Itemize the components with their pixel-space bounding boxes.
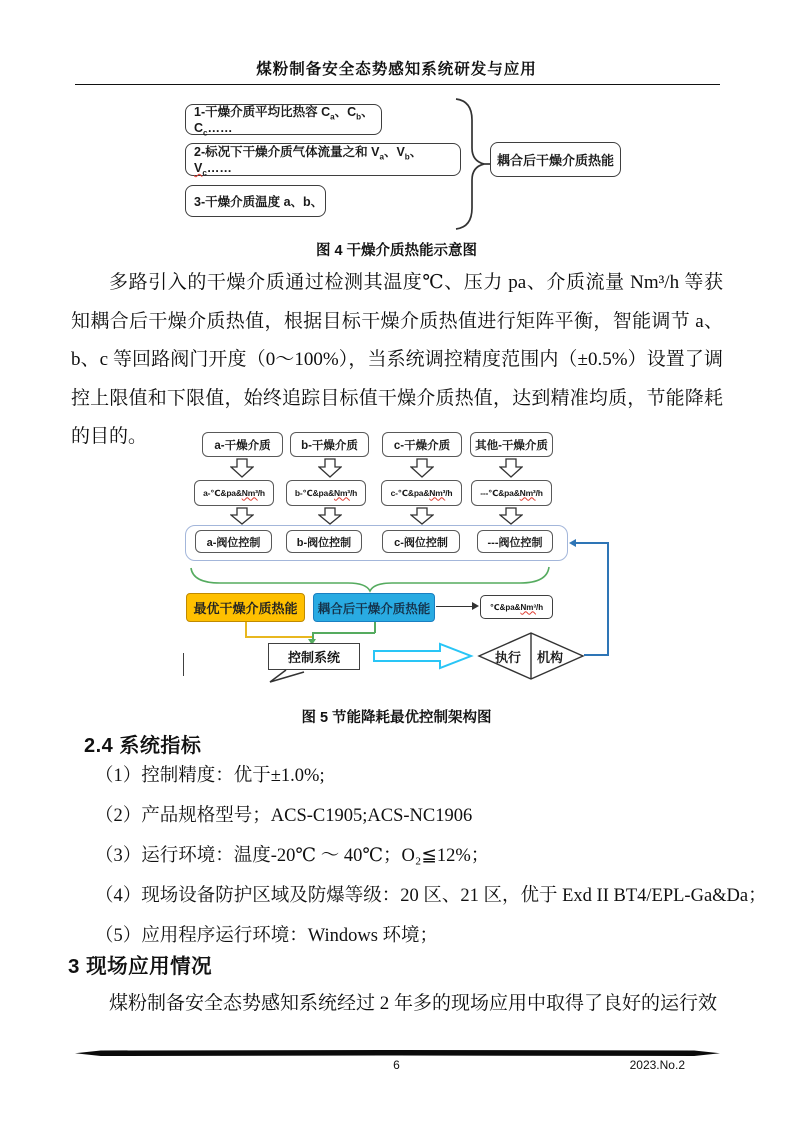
figure4-diagram: [0, 95, 793, 235]
feedback-line: [575, 542, 609, 544]
feedback-line: [607, 542, 609, 656]
footer-issue-label: 2023.No.2: [629, 1058, 685, 1072]
stray-line: [183, 653, 184, 676]
figure5-caption: 图 5 节能降耗最优控制架构图: [301, 710, 492, 726]
figure5-diagram: [0, 425, 793, 707]
connector-line: [436, 606, 474, 607]
down-arrow-icon: [410, 507, 434, 525]
body-paragraph-1: 多路引入的干燥介质通过检测其温度℃、压力 pa、介质流量 Nm³/h 等获知耦合后干燥介质热值，根据目标干燥介质热值进行矩阵平衡，智能调节 a、b、c 等回路阀门开度（0～100%），当系统调控精度范围内（±0.5%）设置了调控上限值和下限值，始终追踪目标值干燥介质热值，达到精准均质，节能降耗的目的。: [71, 272, 723, 448]
spec-item-5: （5）应用程序运行环境：Windows 环境；: [95, 926, 439, 946]
figure4-box-coupled-heat: [490, 142, 621, 177]
figure4-result-text: 耦合后干燥介质热能: [496, 153, 614, 168]
figure5-measure-c: c-℃&pa&Nm³/h: [381, 480, 462, 506]
figure4-box-specific-heat: [185, 104, 382, 138]
figure5-valve-b: b-阀位控制: [286, 530, 362, 553]
down-arrow-icon: [410, 458, 434, 478]
figure5-control-system-box: 控制系统: [268, 643, 360, 670]
figure5-optimal-heat-box: 最优干燥介质热能: [186, 593, 305, 622]
down-arrow-icon: [499, 507, 523, 525]
connector-line-yellow: [245, 622, 247, 637]
underbrace-icon: [190, 565, 552, 593]
callout-tail-icon: [266, 669, 310, 685]
down-arrow-icon: [318, 458, 342, 478]
figure5-actuator-diamond: [477, 632, 585, 680]
figure5-measure-other: ---℃&pa&Nm³/h: [471, 480, 552, 506]
down-arrow-icon: [318, 507, 342, 525]
figure4-box3-text: 3-干燥介质温度 a、b、: [194, 195, 324, 209]
figure5-source-a: a-干燥介质: [202, 432, 283, 457]
page-header-title: 煤粉制备安全态势感知系统研发与应用: [256, 61, 537, 78]
brace-icon: [448, 97, 492, 231]
figure5-source-b: b-干燥介质: [290, 432, 369, 457]
figure4-box-temperature: [185, 185, 326, 217]
connector-line-green: [312, 632, 375, 634]
footer-page-number: 6: [393, 1058, 400, 1072]
figure5-coupled-heat-box: 耦合后干燥介质热能: [313, 593, 435, 622]
figure4-caption: 图 4 干燥介质热能示意图: [315, 243, 478, 259]
figure5-measure-b: b-℃&pa&Nm³/h: [286, 480, 366, 506]
footer-bar: [75, 1050, 720, 1056]
down-arrow-icon: [499, 458, 523, 478]
diamond-icon: [477, 632, 585, 680]
body-paragraph-2: 煤粉制备安全态势感知系统经过 2 年多的现场应用中取得了良好的运行效: [109, 993, 718, 1014]
figure5-valve-other: ---阀位控制: [477, 530, 553, 553]
arrowhead-right-icon: [472, 602, 479, 610]
down-arrow-icon: [230, 507, 254, 525]
figure5-measure-a: a-℃&pa&Nm³/h: [194, 480, 274, 506]
spec-item-2: （2）产品规格型号；ACS-C1905;ACS-NC1906: [95, 806, 473, 826]
connector-line-yellow: [245, 636, 312, 638]
figure4-box1-text: 1-干燥介质平均比热容 $C_a$、$C_b$、$C_c\dots\dots$: [194, 104, 374, 138]
actuator-label-left: 执行: [495, 650, 522, 665]
figure4-box2-text: 2-标况下干燥介质气体流量之和 $V_a$、$V_b$、$V_c\dots\dots$: [194, 144, 423, 178]
arrowhead-left-icon: [569, 539, 576, 547]
section-2-4-heading: 2.4 系统指标: [84, 735, 202, 757]
header-rule: [75, 84, 720, 85]
figure5-source-c: c-干燥介质: [382, 432, 462, 457]
feedback-line: [584, 654, 609, 656]
actuator-label-right: 机构: [537, 650, 564, 665]
right-block-arrow-icon: [373, 642, 474, 670]
spec-list: [95, 756, 767, 956]
figure5-source-other: 其他-干燥介质: [470, 432, 553, 457]
figure5-valve-c: c-阀位控制: [382, 530, 460, 553]
spec-item-4: （4）现场设备防护区域及防爆等级：20 区、21 区，优于 Exd II BT4/EPL-Ga&Da；: [95, 886, 767, 906]
section-3-heading: 3 现场应用情况: [68, 955, 213, 978]
figure4-box-flow-sum: [185, 143, 461, 176]
figure5-sensor-box: ℃&pa&Nm³/h: [480, 595, 553, 619]
down-arrow-icon: [230, 458, 254, 478]
spec-item-3: （3）运行环境：温度-20℃ ～ 40℃；O₂≦12%；: [95, 846, 490, 866]
spec-item-1: （1）控制精度：优于±1.0%;: [95, 766, 325, 786]
figure5-valve-a: a-阀位控制: [195, 530, 272, 553]
